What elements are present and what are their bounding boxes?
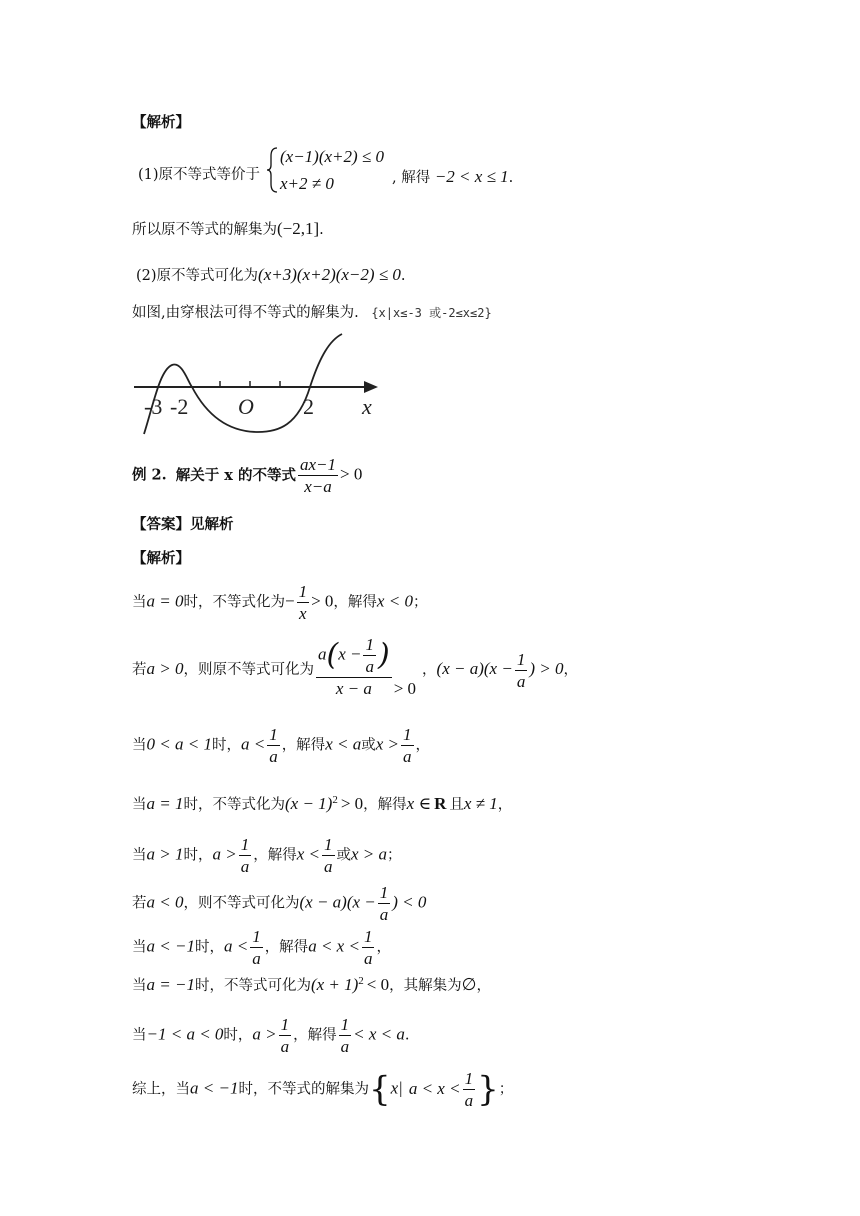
frac — [239, 836, 252, 875]
t: ， — [476, 978, 491, 994]
m: (x − a)(x − — [436, 659, 513, 678]
t: 当 — [132, 737, 147, 754]
m: x| — [390, 1078, 403, 1098]
solution-part1-result: −2 < x ≤ 1 — [434, 167, 509, 186]
frac — [250, 928, 263, 967]
frac — [363, 636, 376, 675]
m: ∅ — [461, 975, 477, 994]
t: ， — [563, 662, 578, 678]
solution-part2-expr: (x+3)(x+2)(x−2) ≤ 0 — [258, 265, 401, 284]
t: ，解得 — [264, 939, 309, 956]
m: x > a — [351, 844, 388, 864]
num: 1 — [464, 1069, 474, 1088]
case-a-zero — [132, 583, 427, 622]
solution-part1-end: . — [508, 170, 514, 186]
m: x < — [296, 844, 320, 864]
num: 1 — [298, 582, 308, 601]
t: ， — [376, 939, 391, 956]
num: 1 — [403, 725, 412, 744]
den: a — [379, 905, 389, 924]
t: 当 — [132, 594, 147, 611]
num: 1 — [280, 1015, 290, 1034]
num: 1 — [340, 1015, 350, 1034]
den: a — [269, 747, 278, 766]
m: 0 < a < 1 — [146, 734, 212, 754]
case-a-greater-1 — [132, 836, 402, 875]
den: a — [252, 949, 261, 968]
case-a-negative — [132, 884, 426, 923]
frac — [463, 1070, 476, 1109]
m: −1 < a < 0 — [146, 1024, 224, 1044]
den: a — [240, 857, 250, 876]
den: a — [403, 747, 412, 766]
t: . — [404, 1027, 410, 1044]
t: 或 — [361, 737, 376, 754]
m: x ∈ — [406, 794, 432, 813]
root-method-set: {x|x≤-3 或-2≤x≤2} — [371, 306, 492, 320]
case-a-less-neg1 — [132, 928, 391, 967]
m: (x − a)(x − — [299, 892, 376, 912]
t: 当 — [132, 978, 147, 994]
m: > 0 — [311, 591, 334, 611]
m: a = −1 — [146, 975, 195, 994]
t: 当 — [132, 797, 147, 813]
m: > 0 — [393, 679, 417, 698]
m: a < — [240, 734, 266, 754]
t: ； — [498, 1081, 514, 1098]
t: 综上，当 — [132, 1081, 190, 1098]
example-label: 例 2. — [132, 466, 167, 484]
num: a(x − $\frac{1}{a}$ ) — [317, 635, 390, 676]
t: 且 — [449, 797, 464, 813]
system-line-2: x+2 ≠ 0 — [280, 174, 334, 193]
t: 若 — [132, 895, 147, 912]
t: ，则不等式可化为 — [183, 895, 300, 912]
num: 1 — [379, 883, 389, 902]
t: ， — [422, 662, 437, 678]
t: ，解得 — [363, 797, 407, 813]
frac — [322, 836, 335, 875]
case-a-neg1 — [132, 976, 491, 994]
fraction-den: x−a — [304, 477, 332, 496]
m: < 0 — [366, 975, 390, 994]
m: a < 0 — [146, 892, 184, 912]
num: 1 — [363, 927, 373, 946]
t: ， — [415, 737, 430, 754]
frac — [279, 1016, 292, 1055]
m: < x < a — [353, 1024, 405, 1044]
m: (x + 1) — [310, 975, 359, 994]
frac — [362, 928, 375, 967]
solution-set-interval: (−2,1] — [277, 219, 320, 238]
den: a — [340, 1037, 350, 1056]
t: 时， — [211, 737, 241, 754]
t: 若 — [132, 662, 147, 678]
example-text: 解关于 x 的不等式 — [175, 466, 296, 484]
example-gt: > 0 — [340, 464, 363, 484]
example-fraction — [298, 456, 338, 495]
num: 1 — [516, 649, 526, 669]
m: a < — [223, 936, 249, 956]
t: 时，不等式化为 — [183, 594, 285, 611]
den: x − a — [335, 679, 372, 698]
m: x > — [375, 734, 399, 754]
case-a-positive — [132, 636, 578, 697]
system-line-1: (x−1)(x+2) ≤ 0 — [280, 147, 385, 166]
m: a < x < — [408, 1078, 461, 1098]
t: 时，不等式的解集为 — [238, 1081, 369, 1098]
m: (x − 1) — [284, 794, 333, 813]
den: a — [363, 949, 373, 968]
frac — [401, 726, 414, 765]
solution-part1-mid: , 解得 — [392, 170, 435, 186]
m: a = 0 — [146, 591, 184, 611]
frac — [267, 726, 280, 765]
section-heading-analysis: 【解析】 — [132, 114, 190, 131]
frac — [316, 636, 392, 697]
m: a = 1 — [146, 794, 184, 813]
solution-set-end: . — [319, 222, 324, 238]
m: a > 0 — [146, 659, 184, 678]
m: a — [317, 644, 327, 664]
t: 当 — [132, 939, 147, 956]
num: 1 — [240, 835, 250, 854]
m: ) > 0 — [529, 659, 564, 678]
t: ，解得 — [293, 1027, 337, 1044]
m: x − — [338, 644, 362, 664]
frac — [378, 884, 391, 923]
frac — [297, 583, 310, 622]
den: a — [365, 657, 374, 676]
num: 1 — [269, 725, 278, 744]
frac — [515, 651, 528, 690]
t: ，则原不等式可化为 — [183, 662, 314, 678]
t: 当 — [132, 1027, 147, 1044]
t: ，解得 — [281, 737, 326, 754]
root-method-text: 如图,由穿根法可得不等式的解集为. — [132, 305, 359, 321]
solution-part2-end: . — [400, 268, 406, 284]
root-label-neg3: -3 — [144, 394, 163, 419]
root-crossing-figure — [130, 330, 390, 440]
solution-part1-prefix: (1)原不等式等价于 — [138, 167, 261, 183]
den: a — [464, 1091, 474, 1110]
t: 或 — [336, 847, 351, 864]
t: ； — [387, 847, 402, 864]
t: 时， — [183, 847, 213, 864]
m: x < a — [325, 734, 362, 754]
case-a-between-0-1 — [132, 726, 430, 765]
solution-part2-text: (2)原不等式可化为 — [136, 268, 259, 284]
root-label-neg2: -2 — [170, 394, 189, 419]
m: − — [284, 591, 295, 611]
m: R — [434, 794, 447, 813]
num: 1 — [365, 635, 374, 654]
den: a — [324, 857, 333, 876]
m: a < −1 — [146, 936, 195, 956]
num: 1 — [252, 927, 261, 946]
fraction-num: ax−1 — [300, 455, 337, 474]
t: 时，不等式可化为 — [194, 978, 311, 994]
origin-label: O — [238, 394, 254, 419]
t: ； — [412, 594, 428, 611]
m: 2 — [358, 975, 364, 988]
m: 2 — [332, 794, 338, 807]
m: a < x < — [308, 936, 360, 956]
m: a > — [252, 1024, 277, 1044]
answer-line: 【答案】见解析 — [132, 516, 234, 533]
m: a > 1 — [146, 844, 184, 864]
axis-label-x: x — [362, 394, 372, 419]
den: a — [516, 671, 526, 691]
m: x ≠ 1 — [463, 794, 498, 813]
case-a-between-neg1-0 — [132, 1016, 410, 1055]
den: a — [280, 1037, 290, 1056]
t: 时， — [194, 939, 224, 956]
frac — [339, 1016, 352, 1055]
num: 1 — [324, 835, 333, 854]
den: x — [299, 604, 307, 623]
t: 当 — [132, 847, 147, 864]
m: > 0 — [340, 794, 364, 813]
t: ，其解集为 — [389, 978, 462, 994]
system-brace — [267, 146, 279, 194]
m: x < 0 — [376, 591, 413, 611]
t: ，解得 — [333, 594, 377, 611]
m: a < −1 — [190, 1078, 239, 1098]
case-a-one — [132, 795, 512, 813]
t: ，解得 — [253, 847, 297, 864]
m: a > — [212, 844, 237, 864]
t: 时，不等式化为 — [183, 797, 285, 813]
solution-set-text: 所以原不等式的解集为 — [132, 222, 277, 238]
conclusion-line: 综上，当a < −1时，不等式的解集为{x| a < x < $\frac{1}{a}$ }； — [132, 1069, 514, 1110]
t: 时， — [223, 1027, 253, 1044]
root-label-2: 2 — [303, 394, 314, 419]
m: ) < 0 — [392, 892, 427, 912]
section-heading-analysis-2: 【解析】 — [132, 550, 190, 567]
t: ， — [497, 797, 513, 813]
